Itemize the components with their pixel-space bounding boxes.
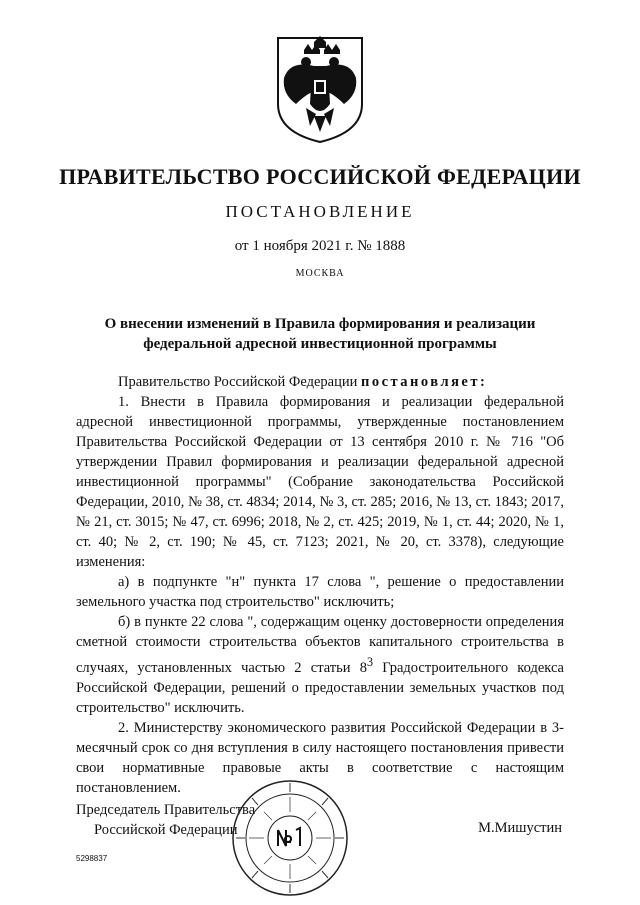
official-seal-stamp — [230, 778, 350, 898]
document-heading — [0, 314, 640, 354]
document-body — [76, 372, 564, 798]
document-code: 5298837 — [76, 854, 108, 863]
intro-paragraph — [76, 372, 564, 392]
city: МОСКВА — [295, 268, 345, 279]
date-and-number: от 1 ноября 2021 г. № 1888 — [234, 238, 406, 254]
position-line-2: Российской Федерации — [94, 822, 238, 838]
heading-line-2: федеральной адресной инвестиционной программы — [143, 336, 497, 352]
signatory-name: М.Мишустин — [478, 820, 562, 836]
subparagraph-a: а) в подпункте "н" пункта 17 слова ", решение о предоставлении земельного участка под строительство" исключить; — [76, 574, 564, 610]
heading-line-1: О внесении изменений в Правила формирования и реализации — [104, 316, 536, 332]
position-line-1: Председатель Правительства — [76, 802, 256, 818]
paragraph-2: 2. Министерству экономического развития Российской Федерации в 3-месячный срок со дня вступления в силу настоящего постановления привести свои нормативные правовые акты в соответствие с настоящим постановлением. — [76, 719, 564, 796]
intro-prefix: Правительство Российской Федерации — [118, 374, 361, 390]
paragraph-1: 1. Внести в Правила формирования и реализации федеральной адресной инвестиционной программы, утвержденные постановлением Правительства Российской Федерации от 13 сентября 2010 г. № 716 "Об утверждении Правил формирования и реализации федеральной адресной инвестиционной программы" (Собрание законодательства Российской Федерации, 2010, № 38, ст. 4834; 2014, № 3, ст. 285; 2016, № 13, ст. 1843; 2017, № 21, ст. 3015; № 47, ст. 6996; 2018, № 2, ст. 425; 2019, № 1, ст. 44; 2020, № 1, ст. 40; № 2, ст. 190; № 45, ст. 7123; 2021, № 20, ст. 3378), следующие изменения: — [76, 394, 564, 570]
document-type: ПОСТАНОВЛЕНИЕ — [225, 202, 415, 221]
government-title: ПРАВИТЕЛЬСТВО РОССИЙСКОЙ ФЕДЕРАЦИИ — [59, 164, 581, 189]
coat-of-arms-emblem — [270, 32, 370, 144]
intro-verb: постановляет: — [360, 374, 488, 390]
signatory-position — [76, 800, 255, 840]
subparagraph-b-end: Градостроительного кодекса Российской Федерации, решений о предоставлении земельных участков под строительство" исключить. — [76, 659, 564, 716]
subparagraph-b — [76, 612, 564, 718]
subparagraph-b-start: б) в пункте 22 слова ", содержащим оценку достоверности определения сметной стоимости строительства объектов капитального строительства в случаях, установленных частью 2 статьи 8 — [76, 614, 564, 676]
superscript: 3 — [366, 655, 374, 669]
